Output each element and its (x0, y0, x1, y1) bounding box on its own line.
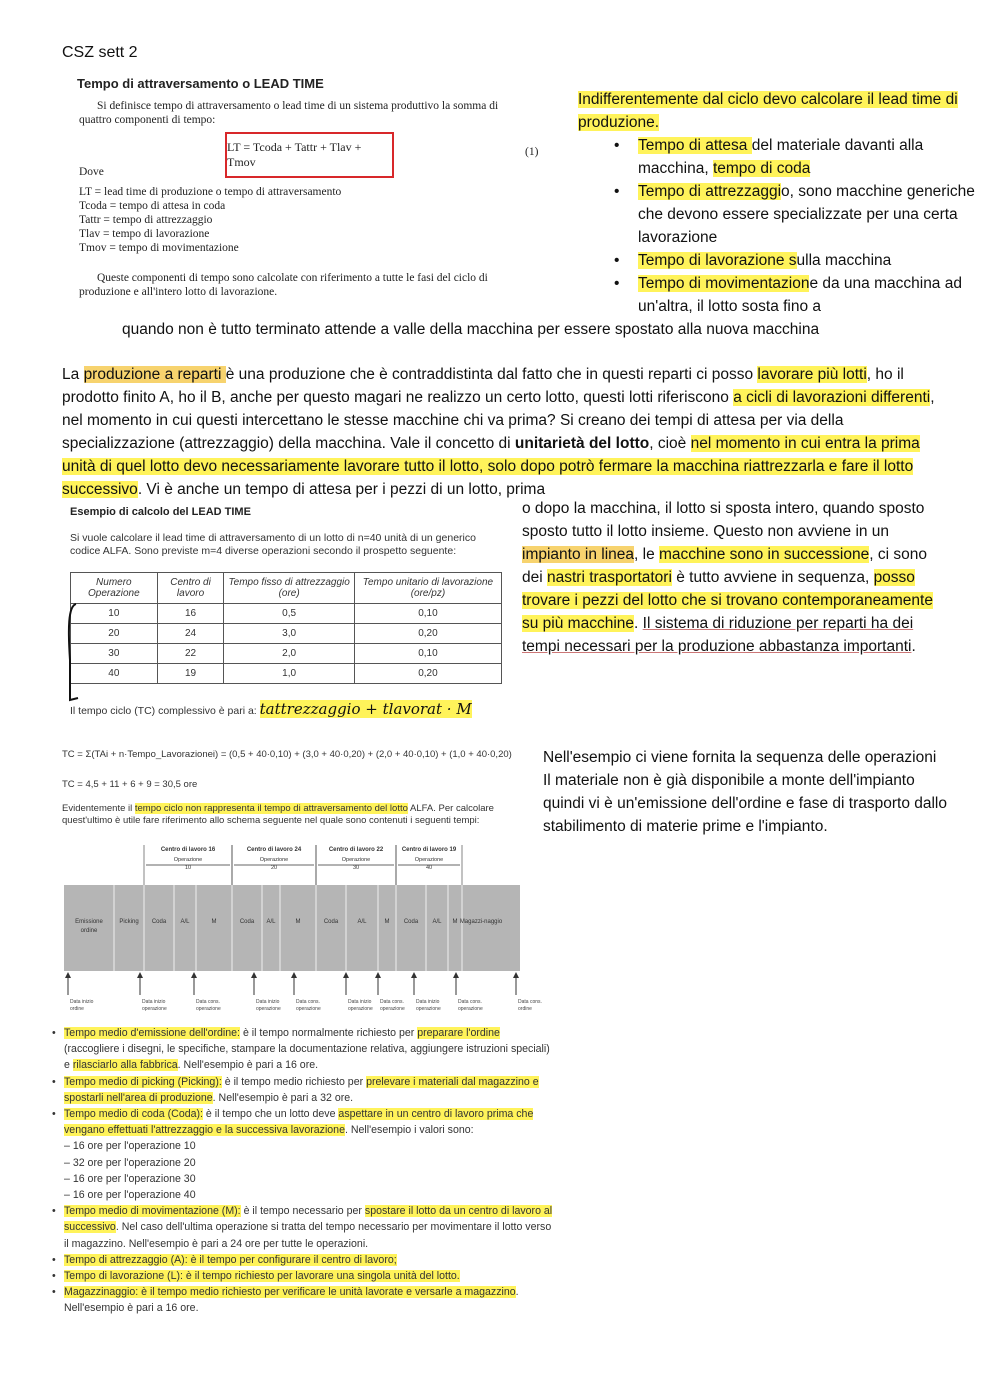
hl-text: Tempo di lavorazione s (638, 252, 797, 269)
table-row (71, 644, 502, 664)
hl-text: spostare il lotto da un centro di lavoro al successivo (64, 1205, 553, 1234)
list-item (52, 1252, 557, 1268)
text: è il tempo che un lotto deve (202, 1108, 339, 1121)
date-label: operazione (416, 1006, 441, 1012)
cell: 24 (157, 624, 224, 644)
text: , le (634, 546, 659, 563)
table-row (71, 624, 502, 644)
arrow-head-icon (343, 972, 349, 978)
bullet-attrezzaggio (578, 180, 978, 249)
list-item (52, 1074, 557, 1106)
hl-text: prelevare i materiali dal magazzino e spostarli nell'area di produzione (64, 1075, 539, 1104)
cell-label: Picking (119, 919, 139, 925)
text: . Nell'esempio è pari a 32 ore. (212, 1091, 354, 1104)
hl-text: è il tempo richiesto per lavorare una singola unità del lotto. (182, 1270, 460, 1283)
date-label: operazione (256, 1006, 281, 1012)
list-item (52, 1203, 557, 1252)
scanned-formula-diagram (60, 745, 542, 1015)
note-intro: Indifferentemente dal ciclo devo calcolare il lead time di produzione. (578, 91, 958, 131)
date-label: operazione (348, 1006, 373, 1012)
text: o dopo la macchina, il lotto si sposta intero, quando sposto sposto tutto il lotto insieme. Questo non avviene in un (522, 500, 925, 540)
sub-item: – 32 ore per l'operazione 20 (64, 1156, 196, 1169)
hl-text: posso trovare i pezzi del lotto che si trovano contemporaneamente su più macchine (522, 569, 933, 632)
date-label: ordine (70, 1006, 84, 1012)
scan-def: Tlav = tempo di lavorazione (79, 228, 210, 240)
col-header: Centro di lavoro (157, 573, 224, 604)
hl-text: rilasciarlo alla fabbrica (72, 1059, 178, 1072)
bold-text: unitarietà del lotto (514, 435, 650, 452)
example-intro: Si vuole calcolare il lead time di attraversamento di un lotto di n=40 unità di un generico codice ALFA. Sono previste m=4 diverse operazioni secondo il prospetto seguente: (70, 532, 476, 557)
text: è tutto avviene in sequenza, (671, 569, 874, 586)
bullet-lavorazione (578, 249, 978, 272)
date-label: operazione (196, 1006, 221, 1012)
cell: 16 (157, 604, 224, 624)
operation-label: Operazione (173, 857, 203, 863)
list-item (52, 1106, 557, 1138)
sub-item: – 16 ore per l'operazione 30 (64, 1172, 196, 1185)
hl-text: Tempo di lavorazione (L): (64, 1270, 183, 1283)
hl-text: Tempo di attrezzaggi (638, 183, 782, 200)
scanned-example-table (66, 500, 511, 735)
col-header: Numero Operazione (71, 573, 158, 604)
text: (raccogliere i disegni, le specifiche, stampare la documentazione relativa, aggiungere istruzioni speciali) e (64, 1043, 550, 1072)
hl-text: lavorare più lotti (757, 366, 867, 383)
line-production-notes (522, 497, 942, 658)
lead-time-diagram (64, 845, 542, 1015)
cell-label: A/L (432, 919, 442, 925)
hl-text: nel momento in cui entra la prima unità di quel lotto devo necessariamente lavorare tutto il lotto, solo dopo potrò fermare la macchina riattrezzarla e fare il lotto successivo (62, 435, 920, 498)
scan-def: LT = lead time di produzione o tempo di attraversamento (79, 186, 342, 198)
date-label: ordine (518, 1006, 532, 1012)
example-notes (543, 746, 953, 838)
cell-label: Coda (151, 919, 167, 925)
text: La (62, 366, 84, 383)
date-label: Data cons. (296, 999, 320, 1005)
date-label: Data inizio (416, 999, 440, 1005)
cell-label: ordine (80, 928, 98, 934)
cell-label: M (452, 919, 458, 925)
tc-formula: TC = Σ(TAi + n·Tempo_Lavorazionei) = (0,5 + 40·0,10) + (3,0 + 40·0,20) + (2,0 + 40·0,10) + (1,0 + 40·0,20) (62, 749, 512, 760)
hl-text: è il tempo medio richiesto per verificare le unità lavorate e versarle a magazzino (138, 1286, 516, 1299)
hl-text: Magazzinaggio: (64, 1286, 139, 1299)
cell: 40 (71, 664, 158, 684)
example-heading: Esempio di calcolo del LEAD TIME (70, 506, 251, 518)
bullet-text: del materiale davanti alla macchina, (638, 137, 924, 177)
scan-closing-2: produzione e all'intero lotto di lavorazione. (79, 286, 278, 298)
col-header: Tempo fisso di attrezzaggio (ore) (224, 573, 354, 604)
text: Evidentemente il (62, 803, 135, 814)
operations-table (70, 572, 502, 684)
cell: 10 (71, 604, 158, 624)
hl-text: impianto in linea (522, 546, 635, 563)
bullet-text: e da una macchina ad un'altra, il lotto sosta fino a (638, 275, 962, 315)
cell-label: M (384, 919, 390, 925)
text: ALFA. Per calcolare quest'ultimo è utile fare riferimento allo schema seguente nel quale sono contenuti i seguenti tempi: (62, 803, 494, 826)
arrow-head-icon (65, 972, 71, 978)
hl-text: preparare l'ordine (417, 1027, 500, 1039)
sub-item: – 16 ore per l'operazione 10 (64, 1140, 196, 1153)
text: è il tempo medio richiesto per (221, 1075, 367, 1088)
text: è il tempo normalmente richiesto per (240, 1027, 418, 1039)
hl-text: a cicli di lavorazioni differenti (733, 389, 931, 406)
equation-number: (1) (525, 146, 539, 158)
text: . Nel caso dell'ultima operazione si tratta del tempo necessario per movimentare il lotto verso il magazzino. Nell'esempio è pari a 24 ore per tutte le operazioni. (64, 1221, 552, 1250)
col-header: Tempo unitario di lavorazione (ore/pz) (354, 573, 501, 604)
list-item (52, 1025, 557, 1074)
hl-text: Tempo medio di picking (Picking): (64, 1075, 222, 1088)
hl-text: è il tempo per configurare il centro di lavoro; (187, 1253, 397, 1266)
date-label: Data cons. (518, 999, 542, 1005)
text: . (634, 615, 643, 632)
hl-text: produzione a reparti (83, 366, 226, 383)
cell: 0,20 (354, 624, 501, 644)
operation-label: Operazione (414, 857, 444, 863)
arrow-head-icon (137, 972, 143, 978)
date-label: Data inizio (142, 999, 166, 1005)
cell: 0,20 (354, 664, 501, 684)
hl-text: Tempo di attrezzaggio (A): (64, 1253, 188, 1266)
center-label: Centro di lavoro 24 (246, 847, 302, 853)
cell: 20 (71, 624, 158, 644)
date-label: Data inizio (256, 999, 280, 1005)
lead-time-notes (578, 88, 978, 318)
center-label: Centro di lavoro 19 (401, 847, 457, 853)
text: è il tempo necessario per (240, 1205, 365, 1218)
cell-label: M (295, 919, 301, 925)
arrow-head-icon (375, 972, 381, 978)
scan-intro: Si definisce tempo di attraversamento o lead time di un sistema produttivo la somma di (97, 100, 499, 112)
handdrawn-bracket-icon (66, 600, 80, 710)
cell: 1,0 (224, 664, 354, 684)
cell-label: A/L (266, 919, 276, 925)
date-label: Data cons. (458, 999, 482, 1005)
center-label: Centro di lavoro 22 (328, 847, 384, 853)
scan-def: Tattr = tempo di attrezzaggio (79, 214, 213, 226)
scan-intro-2: quattro componenti di tempo: (79, 114, 216, 126)
scanned-definitions-list (52, 1025, 557, 1317)
hl-text: Tempo medio d'emissione dell'ordine: (64, 1027, 240, 1039)
lead-time-formula: LT = Tcoda + Tattr + Tlav + Tmov (225, 132, 394, 178)
operation-number: 20 (270, 865, 278, 871)
text: è una produzione che è contraddistinta dal fatto che in questi reparti ci posso (225, 366, 758, 383)
date-label: operazione (458, 1006, 483, 1012)
operation-number: 40 (425, 865, 433, 871)
note-line: Nell'esempio ci viene fornita la sequenza delle operazioni (543, 749, 937, 766)
cell: 22 (157, 644, 224, 664)
hl-text: macchine sono in successione (659, 546, 870, 563)
cell: 0,5 (224, 604, 354, 624)
operation-label: Operazione (259, 857, 289, 863)
cell-label: Coda (239, 919, 255, 925)
operation-label: Operazione (341, 857, 371, 863)
arrow-head-icon (191, 972, 197, 978)
page-title: CSZ sett 2 (62, 44, 138, 61)
text: . (911, 638, 916, 655)
operation-number: 10 (184, 865, 192, 871)
cell: 0,10 (354, 644, 501, 664)
center-label: Centro di lavoro 16 (160, 847, 216, 853)
date-label: Data inizio (348, 999, 372, 1005)
diagram-band (64, 885, 520, 971)
note-line: Il materiale non è già disponibile a monte dell'impianto quindi vi è un'emissione dell'ordine e fase di trasporto dallo stabilimento di materie prime e l'impianto. (543, 772, 947, 835)
cell-label: A/L (357, 919, 367, 925)
cell: 2,0 (224, 644, 354, 664)
date-label: Data cons. (380, 999, 404, 1005)
hl-text: Tempo di attesa (638, 137, 752, 154)
text: . Nell'esempio i valori sono: (344, 1124, 474, 1137)
arrow-head-icon (513, 972, 519, 978)
hl-text: tempo ciclo non rappresenta il tempo di attraversamento del lotto (134, 803, 408, 814)
cell-label: Coda (323, 919, 339, 925)
date-label: Data inizio (70, 999, 94, 1005)
hl-text: aspettare in un centro di lavoro prima che vengano effettuati l'attrezzaggio e la successiva lavorazione (64, 1108, 534, 1137)
sub-item: – 16 ore per l'operazione 40 (64, 1189, 196, 1202)
list-item (52, 1284, 557, 1316)
arrow-head-icon (291, 972, 297, 978)
date-label: operazione (142, 1006, 167, 1012)
table-row (71, 604, 502, 624)
text: , ho il prodotto finito A, ho il B, anche per questo magari ne realizzo un certo lotto, questi lotti riferiscono (62, 366, 904, 406)
bullet-attesa (578, 134, 978, 180)
cell: 19 (157, 664, 224, 684)
cell-label: Emissione (75, 919, 103, 925)
list-item (52, 1268, 557, 1284)
production-paragraph (62, 363, 947, 501)
scan3-text (62, 803, 507, 827)
scan-dove: Dove (79, 166, 104, 178)
note-continuation: quando non è tutto terminato attende a valle della macchina per essere spostato alla nuova macchina (122, 321, 820, 338)
scan-def: Tcoda = tempo di attesa in coda (79, 200, 226, 212)
arrow-head-icon (411, 972, 417, 978)
bullet-movimentazione (578, 272, 978, 318)
bullet-text: o, sono macchine generiche che devono essere specializzate per una certa lavorazione (638, 183, 975, 246)
scan-def: Tmov = tempo di movimentazione (79, 242, 239, 254)
cell: 3,0 (224, 624, 354, 644)
tempo-ciclo-caption (70, 700, 472, 718)
bullet-text: ulla macchina (796, 252, 892, 269)
table-row (71, 664, 502, 684)
text: . Vi è anche un tempo di attesa per i pezzi di un lotto, prima (137, 481, 546, 498)
cell: 30 (71, 644, 158, 664)
caption-text: Il tempo ciclo (TC) complessivo è pari a: (70, 705, 257, 717)
date-label: operazione (380, 1006, 405, 1012)
arrow-head-icon (251, 972, 257, 978)
text: , ci sono dei (522, 546, 927, 586)
text: . Nell'esempio è pari a 16 ore. (64, 1286, 519, 1315)
date-label: Data cons. (196, 999, 220, 1005)
underlined-text: Il sistema di riduzione per reparti ha dei tempi necessari per la produzione abbastanza importanti (522, 615, 914, 655)
date-label: operazione (296, 1006, 321, 1012)
cell: 0,10 (354, 604, 501, 624)
hl-text: tempo di coda (712, 160, 811, 177)
operation-number: 30 (352, 865, 360, 871)
scan-heading: Tempo di attraversamento o LEAD TIME (77, 76, 324, 91)
hl-text: Tempo medio di coda (Coda): (64, 1108, 203, 1121)
arrow-head-icon (453, 972, 459, 978)
cell-label: Magazzi-naggio (459, 919, 503, 925)
scan-closing: Queste componenti di tempo sono calcolate con riferimento a tutte le fasi del ciclo di (97, 272, 488, 284)
hl-text: Tempo di movimentazion (638, 275, 810, 292)
cell-label: A/L (180, 919, 190, 925)
text: , cioè (649, 435, 691, 452)
cell-label: Coda (403, 919, 419, 925)
scanned-excerpt-lead-time (75, 76, 545, 304)
handwritten-note: tattrezzaggio + tlavorat · M (259, 700, 472, 718)
hl-text: Tempo medio di movimentazione (M): (64, 1205, 241, 1218)
tc-result: TC = 4,5 + 11 + 6 + 9 = 30,5 ore (62, 779, 198, 790)
hl-text: nastri trasportatori (547, 569, 672, 586)
cell-label: M (211, 919, 217, 925)
text: , nel momento in cui questi intercettano le stesse macchine chi va prima? Si creano dei tempi di attesa per via della specializzazione (attrezzaggio) della macchina. Vale il concetto di (62, 389, 935, 452)
text: . Nell'esempio è pari a 16 ore. (177, 1059, 319, 1072)
